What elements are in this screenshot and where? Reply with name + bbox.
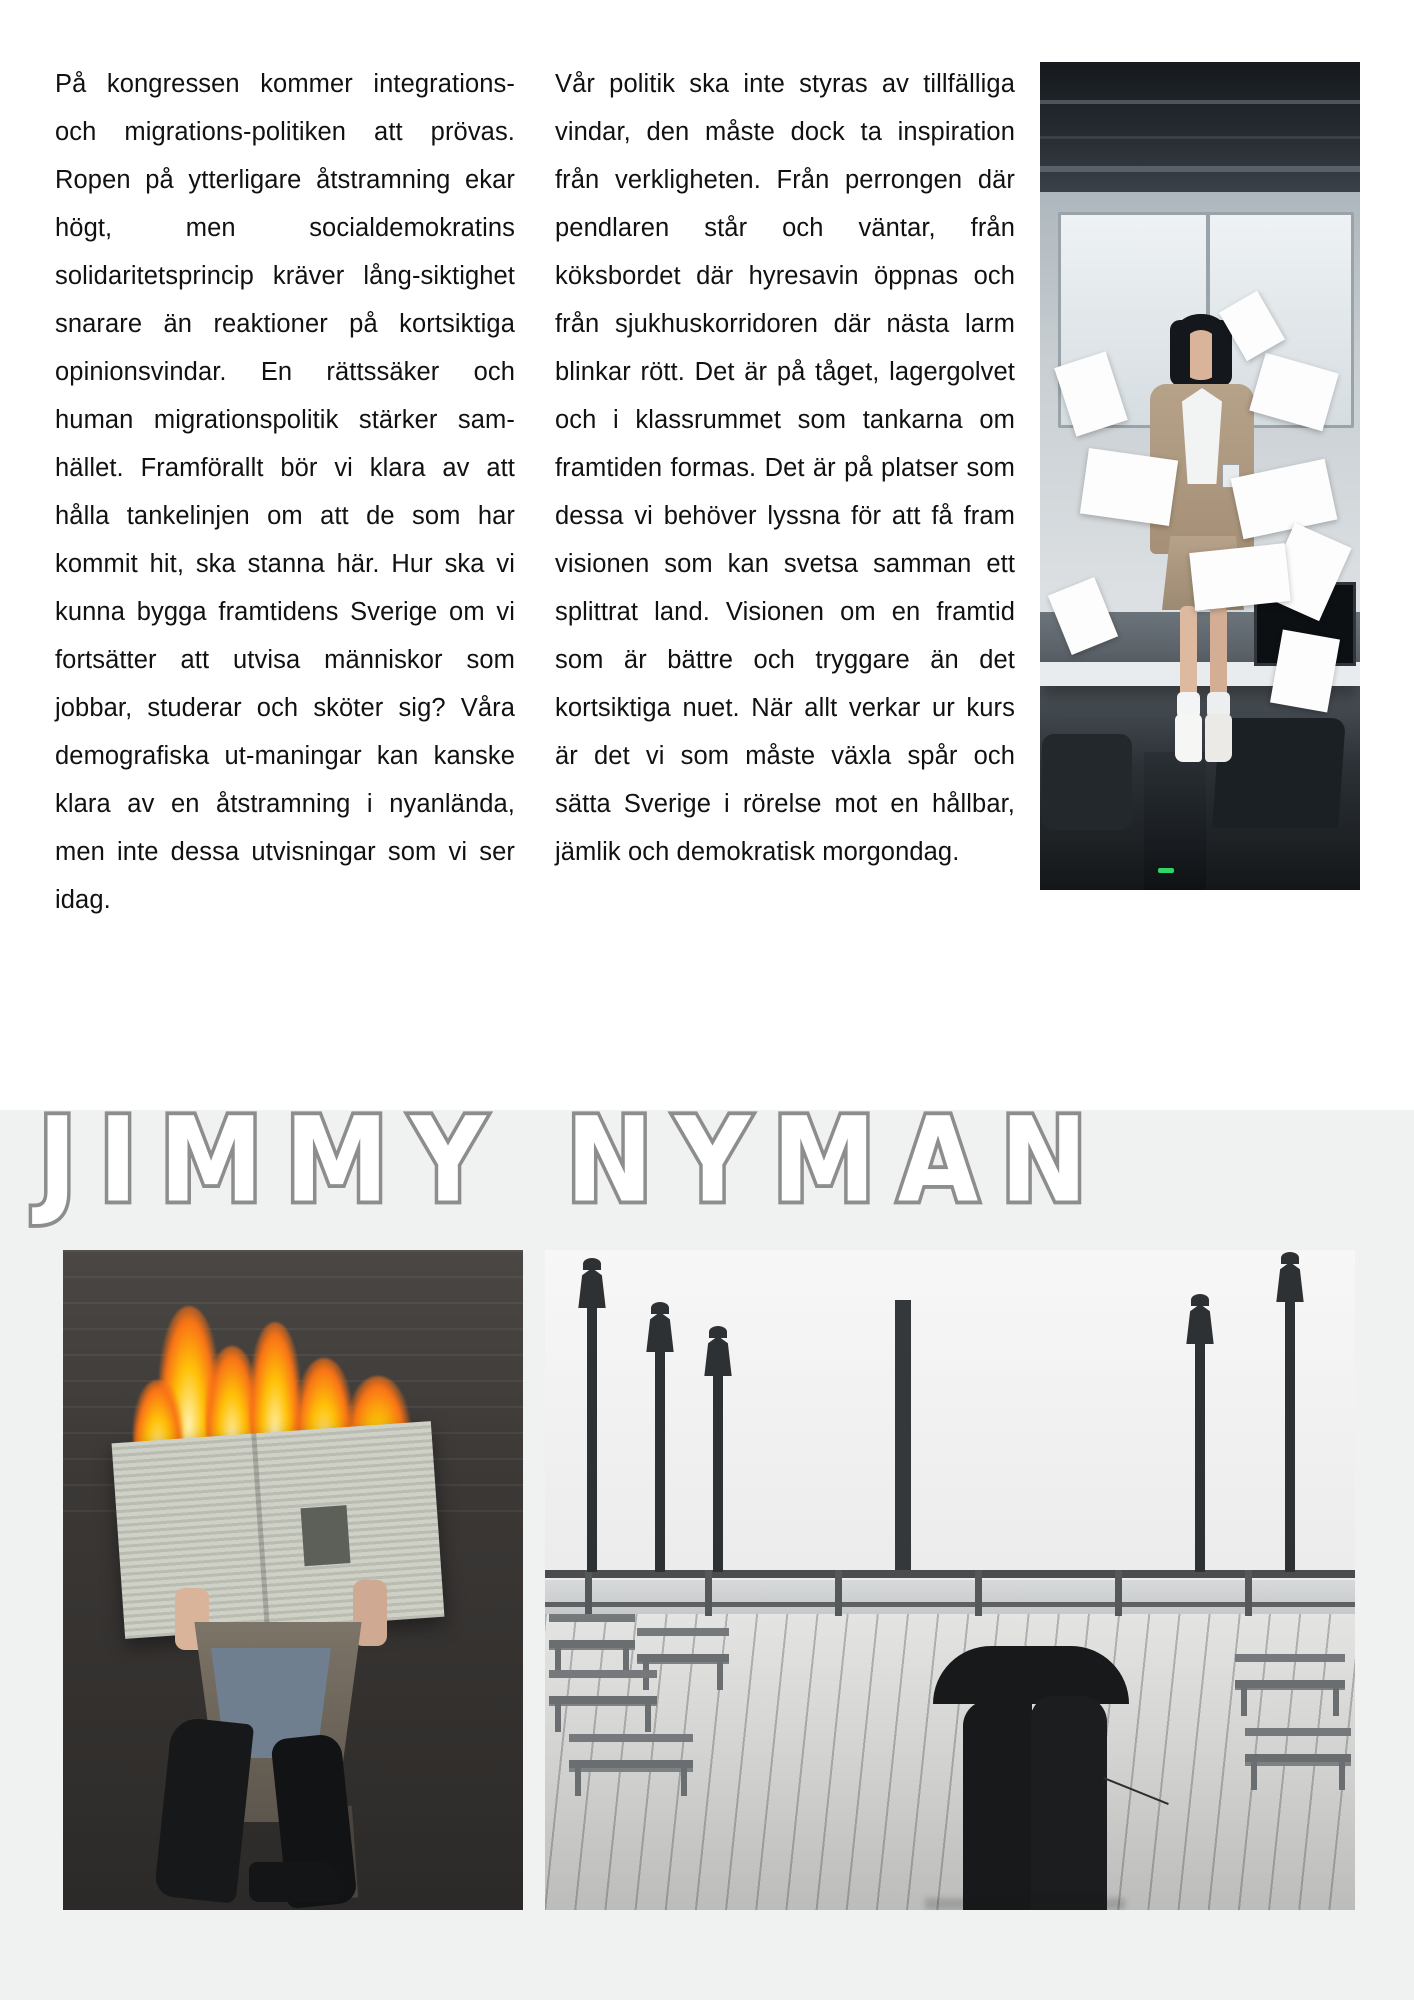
pier-couple-photo xyxy=(545,1250,1355,1910)
bench-back xyxy=(1235,1654,1345,1662)
article-paragraph-right: Vår politik ska inte styras av tillfälliga vindar, den måste dock ta inspiration från verkligheten. Från perrongen där pendlaren står och väntar, från köksbordet där hyresavin öppnas och från sjukhuskorridoren där nästa larm blinkar rött. Det är på tåget, lagergolvet och i klassrummet som tankarna om framtiden formas. Det är på platser som dessa vi behöver lyssna för att få fram visionen som kan svetsa samman ett splittrat land. Visionen om en framtid som är bättre och tryggare än det kortsiktiga nuet. När allt verkar ur kurs är det vi som måste växla spår och sätta Sverige i rörelse mot en hållbar, jämlik och demokratisk morgondag. xyxy=(555,70,1015,866)
lamp-finial xyxy=(709,1326,727,1338)
street-lamp xyxy=(587,1302,597,1572)
lamp-finial xyxy=(1281,1252,1299,1264)
pier-bench xyxy=(569,1760,693,1772)
pier-railing-top xyxy=(545,1570,1355,1578)
newspaper-photo xyxy=(301,1505,351,1566)
bench-leg xyxy=(681,1768,687,1796)
deck-reflection xyxy=(925,1898,1125,1910)
street-lamp xyxy=(1195,1338,1205,1572)
bench-seat xyxy=(1235,1680,1345,1688)
bench-seat xyxy=(637,1654,729,1662)
bench-leg xyxy=(555,1704,561,1732)
woman-hair-left xyxy=(1170,320,1190,386)
burning-newspaper xyxy=(112,1421,445,1639)
ceiling-beam xyxy=(1040,166,1360,172)
woman-boot-right xyxy=(1205,714,1232,762)
lamp-finial xyxy=(583,1258,601,1270)
bench-back xyxy=(549,1614,635,1622)
ceiling-beam xyxy=(1040,100,1360,104)
pier-sky xyxy=(545,1250,1355,1590)
office-photo xyxy=(1040,62,1360,890)
office-chair-second xyxy=(1042,734,1132,830)
umbrella xyxy=(933,1646,1129,1704)
lamp-finial xyxy=(1191,1294,1209,1306)
flying-paper xyxy=(1080,448,1178,526)
street-lamp xyxy=(655,1346,665,1572)
page-title: JIMMY NYMAN xyxy=(38,1092,1110,1229)
flying-paper xyxy=(1189,543,1291,611)
power-led-icon xyxy=(1158,868,1174,873)
bench-leg xyxy=(1333,1688,1339,1716)
street-lamp xyxy=(1285,1296,1295,1572)
railing-post xyxy=(705,1570,712,1616)
railing-post xyxy=(585,1570,592,1616)
article-column-right xyxy=(555,60,1015,924)
bench-leg xyxy=(717,1662,723,1690)
railing-post xyxy=(1115,1570,1122,1616)
bench-leg xyxy=(575,1768,581,1796)
bench-seat xyxy=(549,1696,657,1704)
woman-shirt xyxy=(1182,388,1222,484)
bench-seat xyxy=(549,1640,635,1648)
bench-back xyxy=(549,1670,657,1678)
lamp-finial xyxy=(651,1302,669,1314)
bench-leg xyxy=(645,1704,651,1732)
ceiling-beam xyxy=(1040,136,1360,139)
person-left xyxy=(963,1700,1035,1910)
article-paragraph-left: På kongressen kommer integrations- och migrations-politiken att prövas. Ropen på ytterligare åtstramning ekar högt, men socialdemokratins solidaritetsprincip kräver lång-siktighet snarare än reaktioner på kortsiktiga opinionsvindar. En rättssäker och human migrationspolitik stärker sam-hället. Framförallt bör vi klara av att hålla tankelinjen om att de som har kommit hit, ska stanna här. Hur ska vi kunna bygga framtidens Sverige om vi fortsätter att utvisa människor som jobbar, studerar och sköter sig? Våra demografiska ut-maningar kan kanske klara av en åtstramning i nyanlända, men inte dessa utvisningar som vi ser idag. xyxy=(55,70,515,914)
railing-post xyxy=(975,1570,982,1616)
railing-post xyxy=(1245,1570,1252,1616)
pier-bench xyxy=(549,1696,657,1706)
reader-shoe xyxy=(249,1862,341,1902)
bench-seat xyxy=(569,1760,693,1768)
bench-back xyxy=(569,1734,693,1742)
article-column-left xyxy=(55,60,515,924)
bench-back xyxy=(1245,1728,1351,1736)
pier-sea xyxy=(545,1580,1355,1614)
street-lamp xyxy=(713,1370,723,1572)
newspaper-fold xyxy=(251,1433,270,1629)
pier-railing-bottom xyxy=(545,1602,1355,1607)
pier-bench xyxy=(1245,1754,1351,1766)
pier-bench xyxy=(549,1640,635,1650)
pier-bench xyxy=(637,1654,729,1664)
bench-leg xyxy=(1339,1762,1345,1790)
article-columns xyxy=(55,60,1015,924)
office-ceiling xyxy=(1040,62,1360,192)
mast-pole xyxy=(895,1300,911,1570)
pier-bench xyxy=(1235,1680,1345,1690)
woman-boot-left xyxy=(1175,714,1202,762)
bench-leg xyxy=(1241,1688,1247,1716)
bench-back xyxy=(637,1628,729,1636)
bench-seat xyxy=(1245,1754,1351,1762)
person-right xyxy=(1031,1696,1107,1910)
railing-post xyxy=(835,1570,842,1616)
bench-leg xyxy=(1251,1762,1257,1790)
burning-newspaper-photo xyxy=(63,1250,523,1910)
